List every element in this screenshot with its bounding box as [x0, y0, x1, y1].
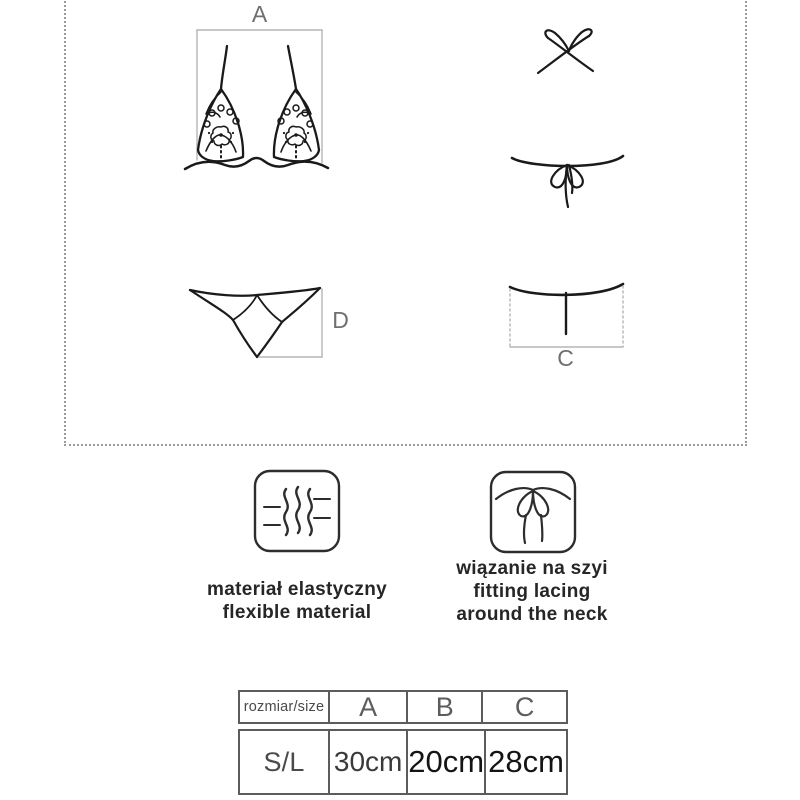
caption-line: wiązanie na szyi	[456, 558, 608, 579]
size-table-data-row	[238, 729, 568, 795]
caption-line: materiał elastyczny	[207, 579, 387, 600]
size-table-cell-c: 28cm	[484, 731, 566, 793]
size-table-header-size: rozmiar/size	[243, 699, 325, 715]
caption-line: fitting lacing	[473, 581, 591, 602]
elastic-material-icon	[252, 468, 342, 554]
bikini-top-front-drawing	[185, 46, 328, 169]
neck-lacing-caption	[412, 557, 652, 626]
garment-diagrams	[65, 0, 747, 450]
size-table-header-a: A	[328, 692, 406, 722]
dimension-label-c: C	[557, 345, 575, 371]
bikini-top-back-drawing	[512, 29, 623, 207]
dimension-d-bracket	[259, 289, 322, 357]
caption-line: around the neck	[456, 604, 608, 625]
size-table-header-b: B	[406, 692, 481, 722]
size-table-cell-size: S/L	[263, 746, 305, 777]
panties-back-drawing	[510, 284, 623, 334]
dimension-label-d: D	[332, 307, 350, 333]
dimension-label-a: A	[251, 1, 269, 27]
neck-lacing-icon	[488, 469, 578, 555]
caption-line: flexible material	[222, 602, 372, 623]
size-table	[238, 690, 568, 795]
size-table-cell-a: 30cm	[328, 731, 406, 793]
panties-front-drawing	[190, 288, 320, 357]
size-table-header-c: C	[481, 692, 566, 722]
elastic-material-caption	[177, 578, 417, 624]
size-table-cell-b: 20cm	[406, 731, 484, 793]
size-table-header-row	[238, 690, 568, 724]
